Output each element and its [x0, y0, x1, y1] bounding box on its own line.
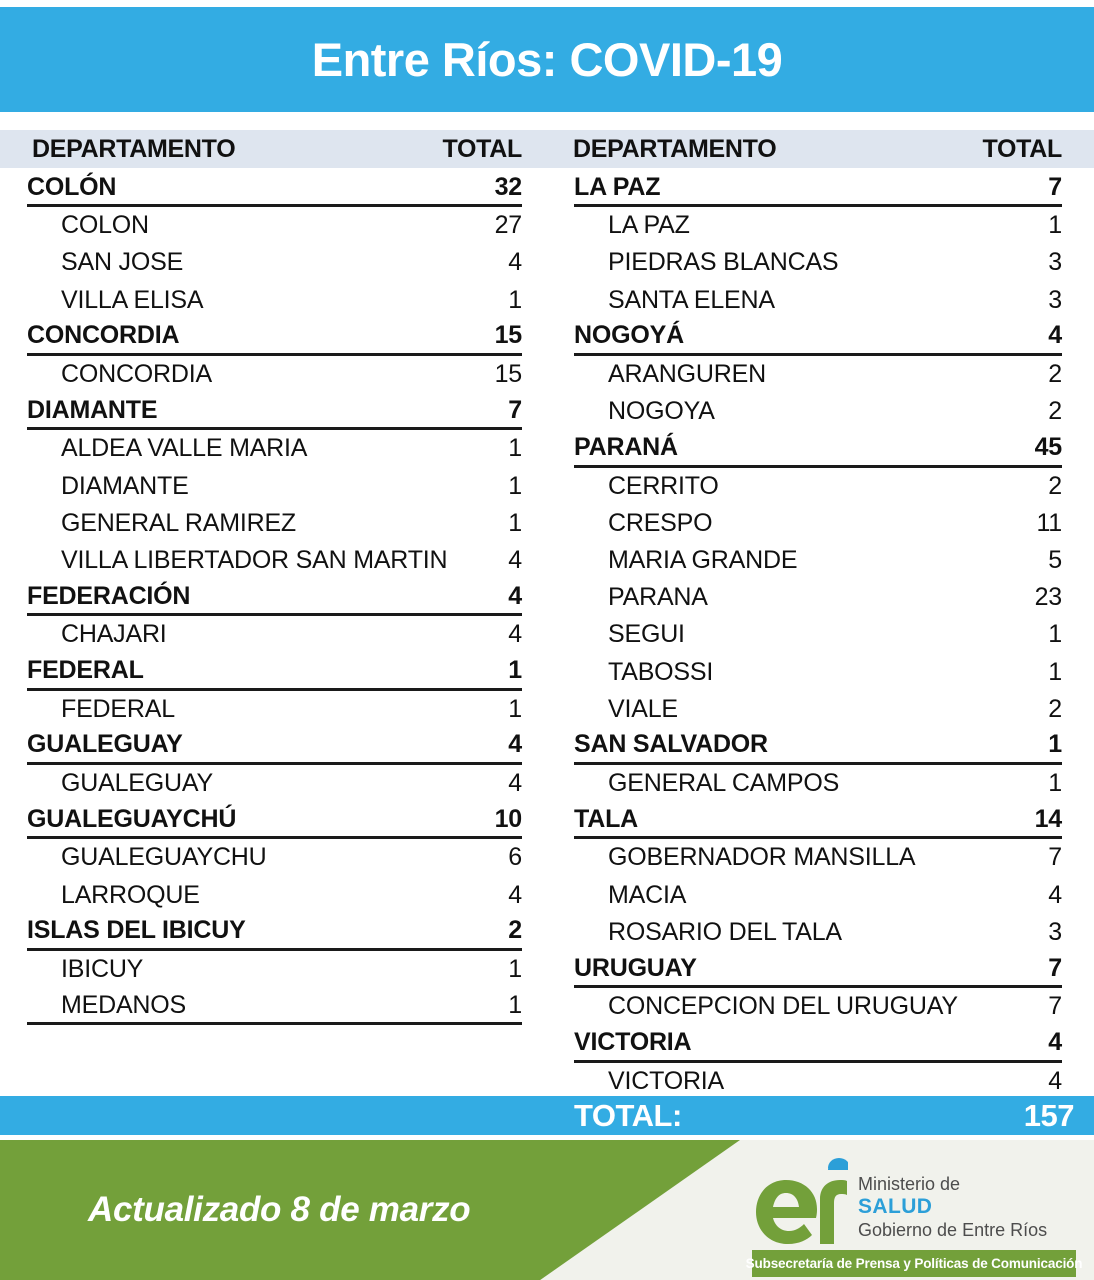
- locality-total: 2: [1048, 694, 1062, 723]
- department-total: 10: [494, 804, 522, 833]
- locality-row: [574, 542, 1062, 579]
- locality-name: CONCORDIA: [61, 360, 212, 389]
- column-header-department-left: DEPARTAMENTO: [32, 134, 236, 163]
- locality-name: LA PAZ: [608, 211, 690, 240]
- locality-row: [574, 468, 1062, 505]
- locality-total: 1: [1048, 620, 1062, 649]
- locality-name: DIAMANTE: [61, 471, 189, 500]
- locality-name: GUALEGUAY: [61, 769, 213, 798]
- locality-name: VILLA ELISA: [61, 285, 204, 314]
- page-title: Entre Ríos: COVID-19: [311, 33, 783, 86]
- locality-row: [574, 914, 1062, 951]
- locality-row: [574, 988, 1062, 1025]
- locality-total: 11: [1036, 508, 1062, 537]
- locality-name: MARIA GRANDE: [608, 545, 798, 574]
- locality-total: 4: [1048, 1066, 1062, 1095]
- department-row: [27, 393, 522, 430]
- department-row: [574, 430, 1062, 467]
- locality-total: 1: [508, 508, 522, 537]
- locality-name: GENERAL RAMIREZ: [61, 508, 297, 537]
- locality-row: [27, 839, 522, 876]
- locality-name: SAN JOSE: [61, 248, 184, 277]
- locality-row: [574, 1063, 1062, 1100]
- department-total: 15: [494, 321, 522, 350]
- department-name: ISLAS DEL IBICUY: [27, 916, 246, 945]
- locality-total: 1: [508, 434, 522, 463]
- locality-name: SANTA ELENA: [608, 285, 775, 314]
- grand-total-label: TOTAL:: [574, 1097, 682, 1133]
- locality-total: 2: [1048, 471, 1062, 500]
- department-row: [27, 579, 522, 616]
- department-total: 14: [1034, 804, 1062, 833]
- locality-total: 2: [1048, 360, 1062, 389]
- locality-total: 1: [508, 285, 522, 314]
- department-total: 4: [1048, 321, 1062, 350]
- department-name: URUGUAY: [574, 953, 697, 982]
- locality-row: [574, 839, 1062, 876]
- locality-name: GOBERNADOR MANSILLA: [608, 843, 916, 872]
- department-name: GUALEGUAYCHÚ: [27, 804, 237, 833]
- locality-row: [27, 691, 522, 728]
- department-total: 2: [508, 916, 522, 945]
- locality-total: 1: [508, 471, 522, 500]
- locality-name: NOGOYA: [608, 397, 715, 426]
- locality-name: VICTORIA: [608, 1066, 725, 1095]
- locality-total: 4: [508, 545, 522, 574]
- locality-total: 5: [1048, 545, 1062, 574]
- department-row: [27, 170, 522, 207]
- locality-total: 1: [1048, 769, 1062, 798]
- locality-total: 27: [494, 211, 522, 240]
- locality-row: [574, 616, 1062, 653]
- locality-total: 4: [508, 880, 522, 909]
- logo-line-salud: SALUD: [858, 1195, 933, 1219]
- locality-row: [574, 356, 1062, 393]
- department-row: [27, 728, 522, 765]
- department-row: [27, 914, 522, 951]
- locality-total: 4: [1048, 880, 1062, 909]
- locality-row: [27, 765, 522, 802]
- locality-row: [574, 393, 1062, 430]
- locality-row: [27, 988, 522, 1025]
- locality-row: [574, 579, 1062, 616]
- department-name: FEDERAL: [27, 656, 144, 685]
- locality-row: [27, 207, 522, 244]
- department-total: 4: [508, 581, 522, 610]
- department-row: [574, 802, 1062, 839]
- department-row: [27, 653, 522, 690]
- department-total: 7: [508, 395, 522, 424]
- footer: [0, 1140, 1094, 1280]
- department-name: DIAMANTE: [27, 395, 158, 424]
- locality-total: 23: [1034, 583, 1062, 612]
- locality-name: GUALEGUAYCHU: [61, 843, 267, 872]
- locality-total: 3: [1048, 248, 1062, 277]
- er-monogram-icon: [752, 1154, 848, 1246]
- title-banner: [0, 7, 1094, 112]
- department-name: GUALEGUAY: [27, 730, 183, 759]
- locality-row: [574, 282, 1062, 319]
- ministry-logo: [745, 1152, 1083, 1277]
- locality-name: PARANA: [608, 583, 708, 612]
- table-column-left: [27, 170, 522, 1025]
- locality-total: 1: [508, 955, 522, 984]
- department-name: NOGOYÁ: [574, 321, 684, 350]
- locality-row: [27, 430, 522, 467]
- department-total: 7: [1048, 172, 1062, 201]
- department-row: [27, 319, 522, 356]
- department-row: [574, 1025, 1062, 1062]
- logo-line-ministerio: Ministerio de: [858, 1174, 961, 1194]
- table-header-band: [0, 130, 1094, 168]
- locality-total: 6: [508, 843, 522, 872]
- locality-total: 4: [508, 620, 522, 649]
- locality-name: GENERAL CAMPOS: [608, 769, 840, 798]
- department-name: PARANÁ: [574, 432, 678, 461]
- locality-total: 2: [1048, 397, 1062, 426]
- logo-line-gobierno: Gobierno de Entre Ríos: [858, 1220, 1048, 1240]
- locality-row: [27, 951, 522, 988]
- locality-row: [574, 244, 1062, 281]
- subsecretaria-label: Subsecretaría de Prensa y Políticas de Comunicación: [745, 1256, 1083, 1271]
- locality-name: VIALE: [608, 694, 678, 723]
- locality-total: 15: [494, 360, 522, 389]
- locality-row: [27, 877, 522, 914]
- department-name: LA PAZ: [574, 172, 661, 201]
- table-column-right: [574, 170, 1062, 1100]
- column-header-total-left: TOTAL: [442, 134, 522, 163]
- locality-row: [27, 356, 522, 393]
- column-header-department-right: DEPARTAMENTO: [573, 134, 777, 163]
- department-total: 4: [508, 730, 522, 759]
- locality-row: [27, 244, 522, 281]
- locality-total: 1: [508, 990, 522, 1019]
- department-name: COLÓN: [27, 172, 117, 201]
- grand-total-bar: [0, 1096, 1094, 1135]
- update-date-text: Actualizado 8 de marzo: [88, 1190, 471, 1229]
- department-row: [574, 170, 1062, 207]
- department-total: 32: [494, 172, 522, 201]
- department-row: [574, 319, 1062, 356]
- locality-name: COLON: [61, 211, 149, 240]
- locality-row: [574, 653, 1062, 690]
- department-total: 45: [1034, 432, 1062, 461]
- department-name: SAN SALVADOR: [574, 730, 768, 759]
- locality-row: [27, 468, 522, 505]
- department-row: [574, 951, 1062, 988]
- locality-name: CERRITO: [608, 471, 719, 500]
- locality-name: LARROQUE: [61, 880, 200, 909]
- locality-name: ROSARIO DEL TALA: [608, 917, 842, 946]
- department-total: 4: [1048, 1027, 1062, 1056]
- locality-total: 1: [508, 694, 522, 723]
- locality-total: 7: [1048, 992, 1062, 1021]
- locality-total: 4: [508, 769, 522, 798]
- locality-row: [574, 691, 1062, 728]
- locality-row: [574, 207, 1062, 244]
- locality-row: [574, 505, 1062, 542]
- locality-name: CRESPO: [608, 508, 713, 537]
- locality-name: VILLA LIBERTADOR SAN MARTIN: [61, 545, 448, 574]
- department-row: [574, 728, 1062, 765]
- department-name: VICTORIA: [574, 1027, 692, 1056]
- locality-total: 1: [1048, 211, 1062, 240]
- department-total: 1: [1048, 730, 1062, 759]
- locality-row: [574, 765, 1062, 802]
- locality-name: IBICUY: [61, 955, 144, 984]
- column-header-total-right: TOTAL: [982, 134, 1062, 163]
- locality-total: 4: [508, 248, 522, 277]
- department-total: 1: [508, 656, 522, 685]
- grand-total-value: 157: [1023, 1097, 1074, 1133]
- locality-total: 7: [1048, 843, 1062, 872]
- locality-name: ARANGUREN: [608, 360, 766, 389]
- locality-total: 3: [1048, 285, 1062, 314]
- locality-name: MEDANOS: [61, 990, 187, 1019]
- locality-name: ALDEA VALLE MARIA: [61, 434, 308, 463]
- department-name: TALA: [574, 804, 638, 833]
- ministry-logo-text: [858, 1174, 1047, 1241]
- locality-name: PIEDRAS BLANCAS: [608, 248, 839, 277]
- locality-name: CONCEPCION DEL URUGUAY: [608, 992, 958, 1021]
- locality-total: 1: [1048, 657, 1062, 686]
- locality-name: SEGUI: [608, 620, 685, 649]
- department-name: FEDERACIÓN: [27, 581, 191, 610]
- subsecretaria-bar: [745, 1250, 1083, 1277]
- locality-row: [27, 282, 522, 319]
- department-name: CONCORDIA: [27, 321, 180, 350]
- locality-name: MACIA: [608, 880, 687, 909]
- locality-row: [27, 542, 522, 579]
- locality-row: [574, 877, 1062, 914]
- locality-row: [27, 616, 522, 653]
- department-total: 7: [1048, 953, 1062, 982]
- department-row: [27, 802, 522, 839]
- locality-row: [27, 505, 522, 542]
- locality-name: TABOSSI: [608, 657, 714, 686]
- locality-name: CHAJARI: [61, 620, 167, 649]
- locality-name: FEDERAL: [61, 694, 175, 723]
- locality-total: 3: [1048, 917, 1062, 946]
